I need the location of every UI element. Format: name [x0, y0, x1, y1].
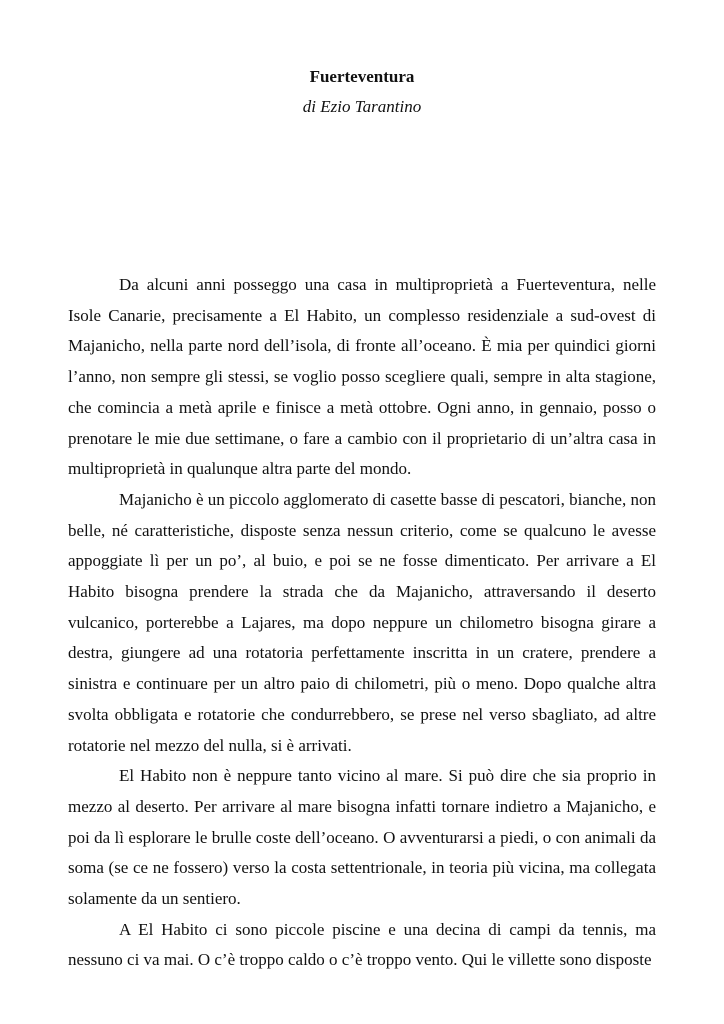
document-title: Fuerteventura [309, 67, 415, 86]
document-body [68, 270, 656, 976]
paragraph-1: Da alcuni anni posseggo una casa in multiproprietà a Fuerteventura, nelle Isole Canarie, precisamente a El Habito, un complesso residenziale a sud-ovest di Majanicho, nella parte nord dell’isola, di fronte all’oceano. È mia per quindici giorni l’anno, non sempre gli stessi, se voglio posso scegliere quali, sempre in alta stagione, che comincia a metà aprile e finisce a metà ottobre. Ogni anno, in gennaio, posso o prenotare le mie due settimane, o fare a cambio con il proprietario di un’altra casa in multiproprietà in qualunque altra parte del mondo. [68, 275, 656, 479]
paragraph-2: Majanicho è un piccolo agglomerato di casette basse di pescatori, bianche, non belle, né caratteristiche, disposte senza nessun criterio, come se qualcuno le avesse appoggiate lì per un po’, al buio, e poi se ne fosse dimenticato. Per arrivare a El Habito bisogna prendere la strada che da Majanicho, attraversando il deserto vulcanico, porterebbe a Lajares, ma dopo neppure un chilometro bisogna girare a destra, giungere ad una rotatoria perfettamente inscritta in un cratere, prendere a sinistra e continuare per un altro paio di chilometri, più o meno. Dopo qualche altra svolta obbligata e rotatorie che condurrebbero, se prese nel verso sbagliato, ad altre rotatorie nel mezzo del nulla, si è arrivati. [68, 489, 656, 755]
document-author: di Ezio Tarantino [302, 97, 422, 116]
paragraph-4: A El Habito ci sono piccole piscine e una decina di campi da tennis, ma nessuno ci va mai. O c’è troppo caldo o c’è troppo vento. Qui le villette sono disposte [68, 919, 656, 970]
paragraph-3: El Habito non è neppure tanto vicino al mare. Si può dire che sia proprio in mezzo al deserto. Per arrivare al mare bisogna infatti tornare indietro a Majanicho, e poi da lì esplorare le brulle coste dell’oceano. O avventurarsi a piedi, o con animali da soma (se ce ne fossero) verso la costa settentrionale, in teoria più vicina, ma collegata solamente da un sentiero. [68, 766, 656, 909]
